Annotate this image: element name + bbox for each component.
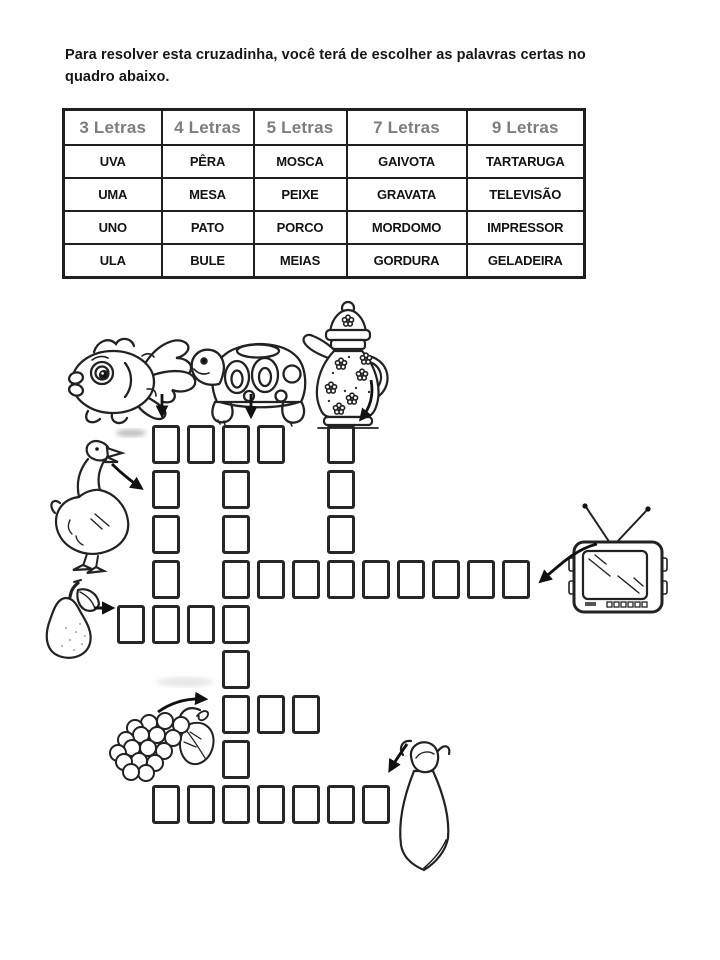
crossword-cell[interactable]	[327, 560, 355, 599]
crossword-cell[interactable]	[187, 605, 215, 644]
crossword-cell[interactable]	[222, 425, 250, 464]
table-word-cell: MEIAS	[254, 244, 347, 278]
table-word-cell: GELADEIRA	[467, 244, 585, 278]
crossword-cell[interactable]	[222, 650, 250, 689]
crossword-cell[interactable]	[187, 785, 215, 824]
table-header-cell: 3 Letras	[64, 110, 162, 146]
table-word-cell: PEIXE	[254, 178, 347, 211]
table-word-cell: MORDOMO	[347, 211, 467, 244]
crossword-cell[interactable]	[327, 470, 355, 509]
crossword-cell[interactable]	[257, 425, 285, 464]
crossword-cell[interactable]	[152, 605, 180, 644]
table-word-cell: PATO	[162, 211, 254, 244]
crossword-cell[interactable]	[222, 470, 250, 509]
crossword-cell[interactable]	[222, 605, 250, 644]
crossword-cell[interactable]	[152, 425, 180, 464]
table-word-cell: UVA	[64, 145, 162, 178]
crossword-cell[interactable]	[222, 695, 250, 734]
table-word-cell: MESA	[162, 178, 254, 211]
crossword-cell[interactable]	[152, 785, 180, 824]
table-word-cell: TELEVISÃO	[467, 178, 585, 211]
crossword-cell[interactable]	[362, 785, 390, 824]
crossword-cell[interactable]	[292, 785, 320, 824]
table-word-cell: IMPRESSOR	[467, 211, 585, 244]
table-word-cell: PORCO	[254, 211, 347, 244]
crossword-cell[interactable]	[257, 785, 285, 824]
crossword-cell[interactable]	[257, 695, 285, 734]
crossword-cell[interactable]	[397, 560, 425, 599]
crossword-cell[interactable]	[222, 740, 250, 779]
crossword-cell[interactable]	[292, 560, 320, 599]
table-header-cell: 9 Letras	[467, 110, 585, 146]
crossword-cell[interactable]	[257, 560, 285, 599]
table-word-cell: TARTARUGA	[467, 145, 585, 178]
crossword-cell[interactable]	[432, 560, 460, 599]
instructions-line2: quadro abaixo.	[65, 69, 170, 85]
crossword-cell[interactable]	[222, 515, 250, 554]
crossword-cell[interactable]	[152, 560, 180, 599]
table-header-cell: 7 Letras	[347, 110, 467, 146]
crossword-cell[interactable]	[502, 560, 530, 599]
crossword-cell[interactable]	[327, 515, 355, 554]
crossword-cell[interactable]	[327, 785, 355, 824]
crossword-cell[interactable]	[187, 425, 215, 464]
crossword-cell[interactable]	[117, 605, 145, 644]
table-word-cell: UNO	[64, 211, 162, 244]
table-word-cell: GORDURA	[347, 244, 467, 278]
table-word-cell: ULA	[64, 244, 162, 278]
table-word-cell: GRAVATA	[347, 178, 467, 211]
crossword-cell[interactable]	[362, 560, 390, 599]
crossword-cell[interactable]	[152, 515, 180, 554]
table-header-cell: 5 Letras	[254, 110, 347, 146]
instructions-line1: Para resolver esta cruzadinha, você terá de escolher as palavras certas no	[65, 47, 586, 63]
table-word-cell: UMA	[64, 178, 162, 211]
crossword-cell[interactable]	[152, 470, 180, 509]
table-word-cell: PÊRA	[162, 145, 254, 178]
crossword-cell[interactable]	[467, 560, 495, 599]
crossword-cell[interactable]	[222, 785, 250, 824]
crossword-cell[interactable]	[222, 560, 250, 599]
crossword-cell[interactable]	[292, 695, 320, 734]
table-word-cell: MOSCA	[254, 145, 347, 178]
table-word-cell: GAIVOTA	[347, 145, 467, 178]
crossword-cell[interactable]	[327, 425, 355, 464]
table-header-cell: 4 Letras	[162, 110, 254, 146]
table-word-cell: BULE	[162, 244, 254, 278]
